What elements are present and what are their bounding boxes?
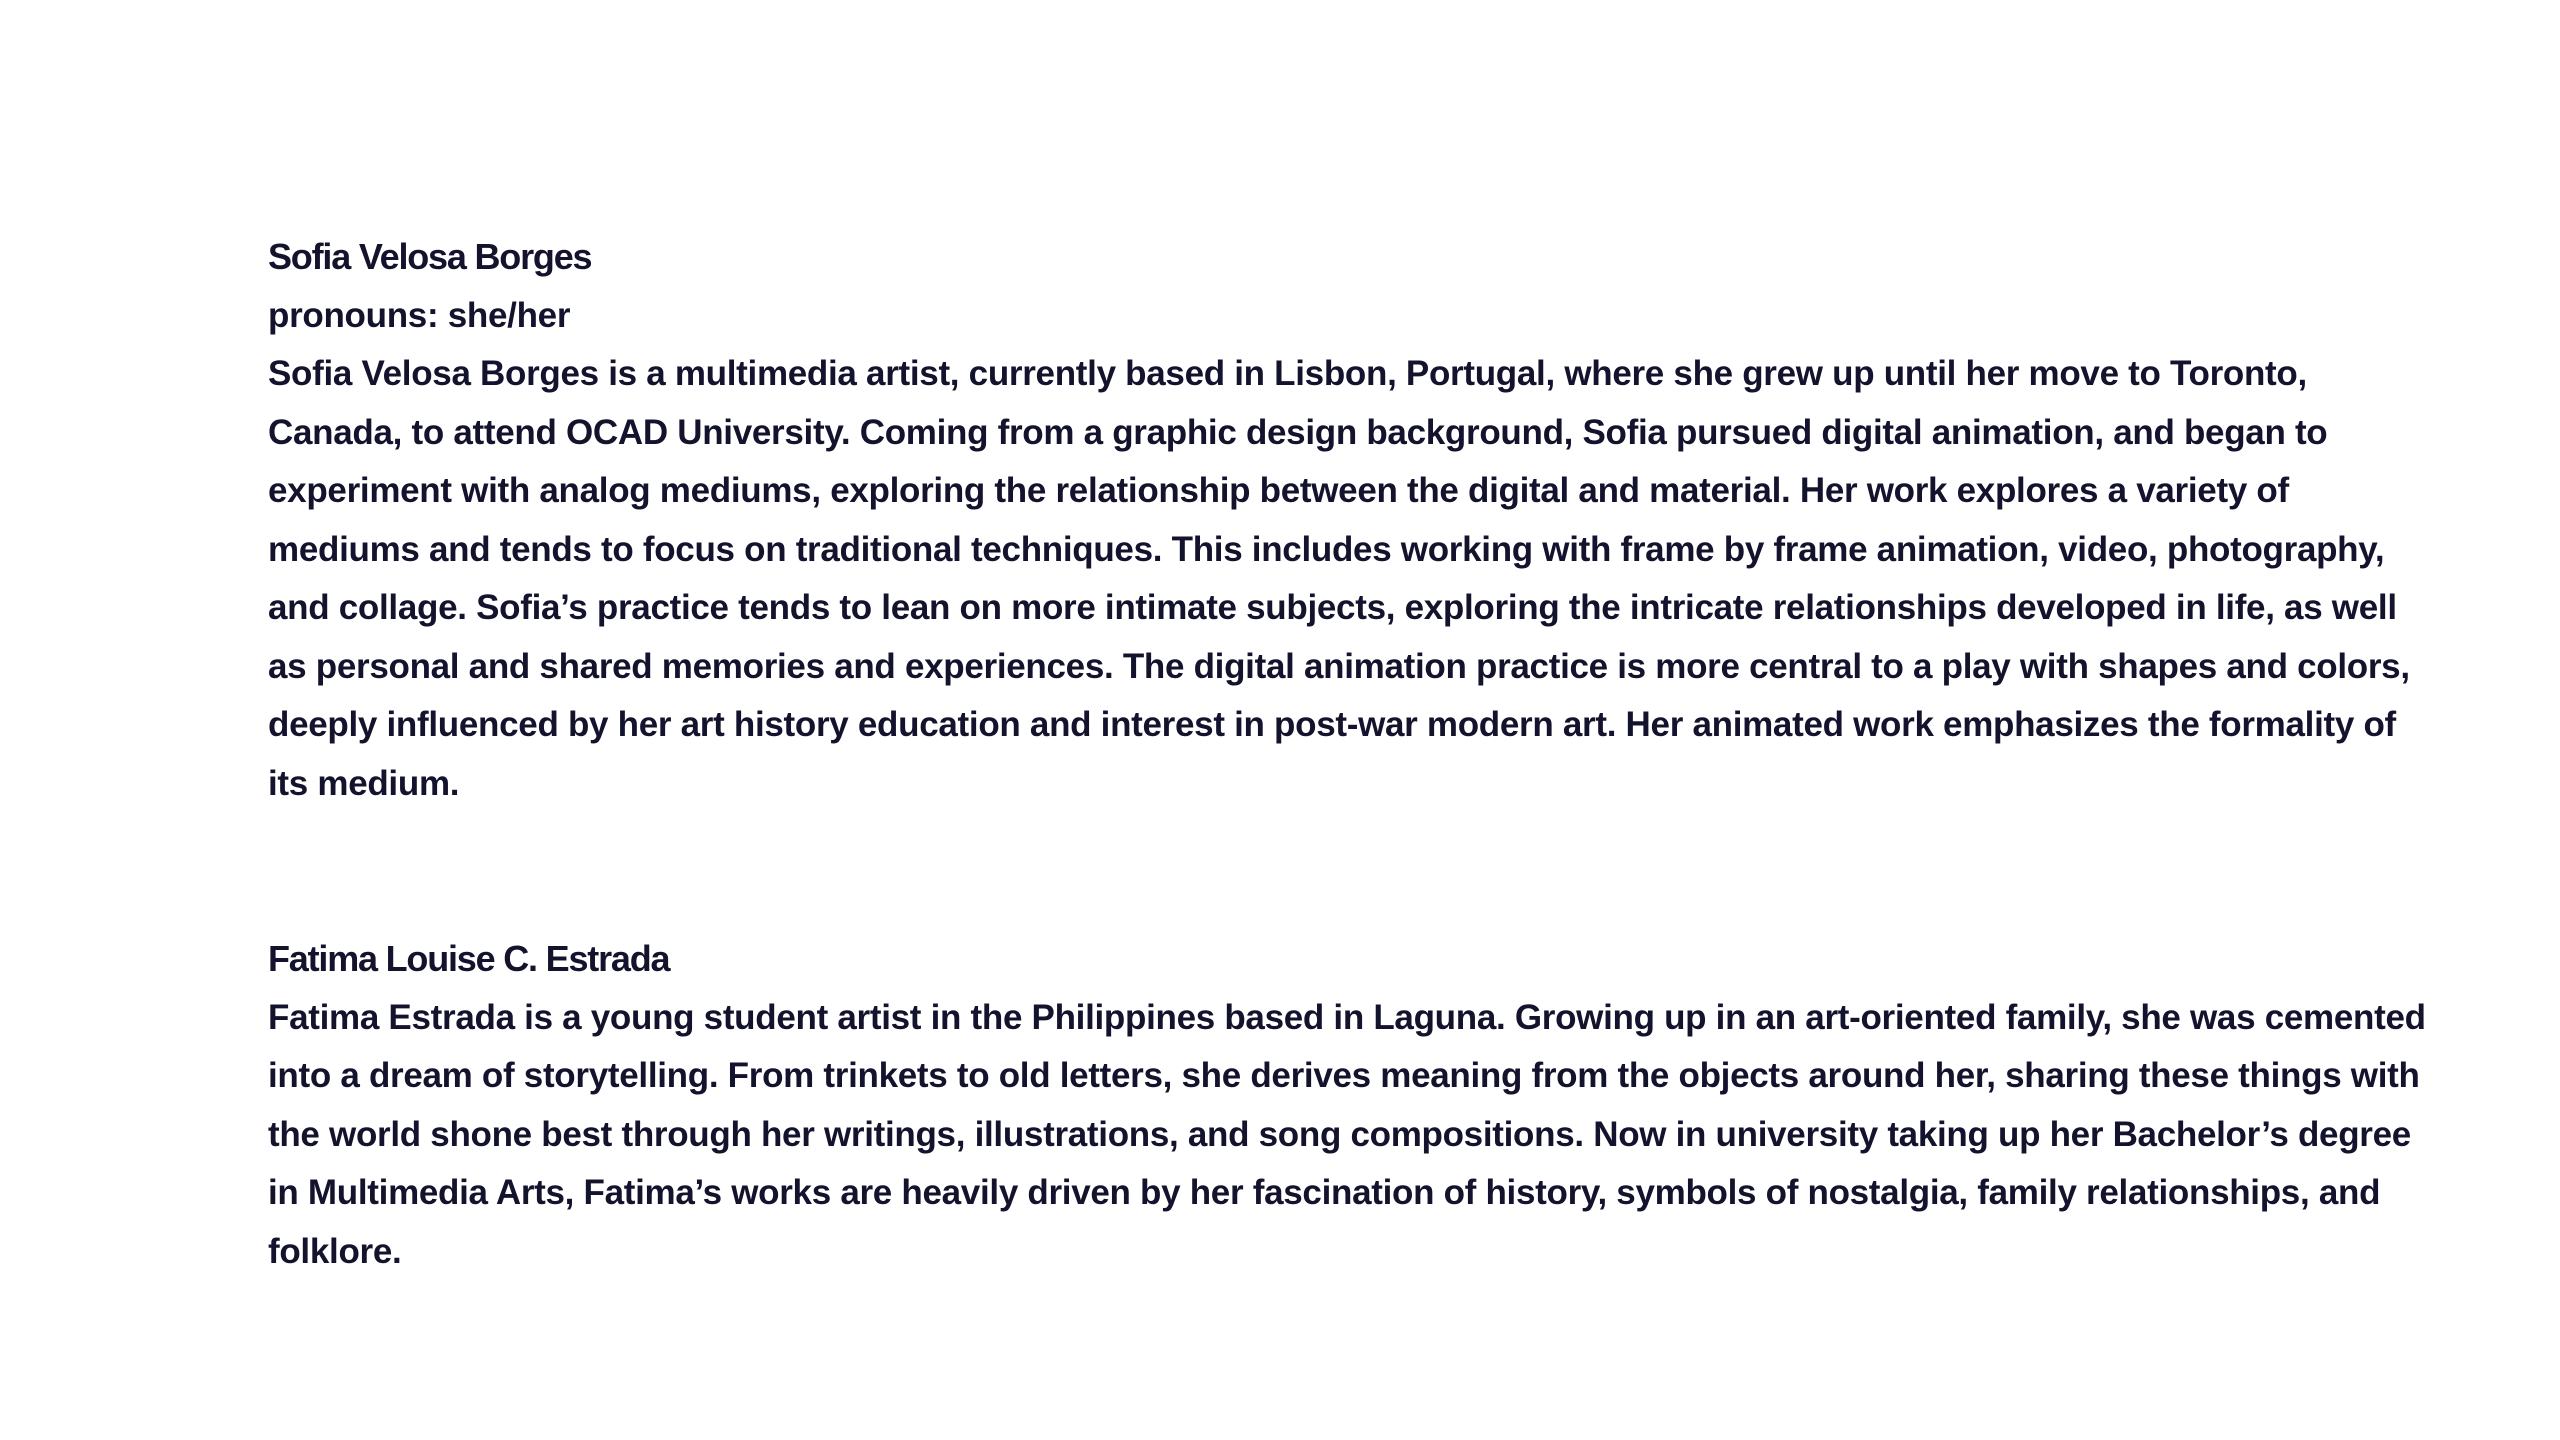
artist-bio-fatima [268,930,2428,1281]
artist-pronouns: pronouns: she/her [268,295,571,335]
artist-bio-text: Fatima Estrada is a young student artist in the Philippines based in Laguna. Growing up in an art-oriented family, she was cemented into a dream of storytelling. From trinkets to old letters, she derives meaning from the objects around her, sharing these things with the world shone best through her writings, illustrations, and song compositions. Now in university taking up her Bachelor’s degree in Multimedia Arts, Fatima’s works are heavily driven by her fascination of history, symbols of nostalgia, family relationships, and folklore. [268,997,2426,1271]
artist-bios [268,228,2428,1281]
artist-bio-text: Sofia Velosa Borges is a multimedia artist, currently based in Lisbon, Portugal, where she grew up until her move to Toronto, Canada, to attend OCAD University. Coming from a graphic design background, Sofia pursued digital animation, and began to experiment with analog mediums, exploring the relationship between the digital and material. Her work explores a variety of mediums and tends to focus on traditional techniques. This includes working with frame by frame animation, video, photography, and collage. Sofia’s practice tends to lean on more intimate subjects, exploring the intricate relationships developed in life, as well as personal and shared memories and experiences. The digital animation practice is more central to a play with shapes and colors, deeply influenced by her art history education and interest in post-war modern art. Her animated work emphasizes the formality of its medium. [268,354,2410,803]
artist-name: Fatima Louise C. Estrada [268,938,670,979]
artist-bio-sofia [268,228,2428,813]
artist-name: Sofia Velosa Borges [268,236,592,277]
